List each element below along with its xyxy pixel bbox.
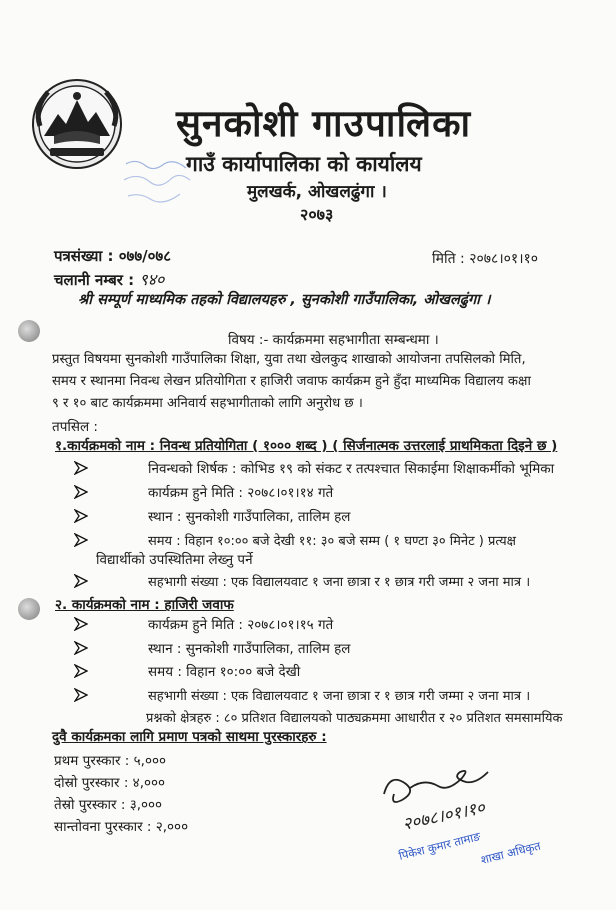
prize-item: प्रथम पुरस्कार : ५,०००: [54, 753, 167, 769]
program2-item: कार्यक्रम हुने मिति : २०७८।०१।१५ गते: [148, 617, 334, 633]
arrow-bullet-icon: [74, 533, 88, 547]
body-paragraph: [52, 349, 568, 415]
paragraph-line: प्रस्तुत विषयमा सुनकोशी गाउँपालिका शिक्षा, युवा तथा खेलकुद शाखाको आयोजना तपसिलको मिति,: [52, 352, 526, 367]
program1-item: निवन्धको शिर्षक : कोभिड १९ को संकट र तत्पश्चात सिकाईमा शिक्षाकर्मीको भूमिका: [148, 461, 555, 477]
letter-date: मिति : २०७८।०१।१०: [432, 251, 539, 267]
arrow-bullet-icon: [74, 461, 88, 475]
prizes-heading: दुवै कार्यक्रमका लागि प्रमाण पत्रको साथमा पुरस्कारहरु :: [52, 729, 327, 745]
arrow-bullet-icon: [74, 485, 88, 499]
program1-item: स्थान : सुनकोशी गाउँपालिका, तालिम हल: [148, 509, 351, 525]
prize-item: तेस्रो पुरस्कार : ३,०००: [54, 797, 163, 813]
prize-item: सान्तोवना पुरस्कार : २,०००: [54, 819, 189, 835]
faint-stamp-mark: [118, 150, 196, 210]
signature-stamp: [370, 752, 590, 872]
program2-item: स्थान : सुनकोशी गाउँपालिका, तालिम हल: [148, 641, 351, 657]
program1-item: सहभागी संख्या : एक विद्यालयवाट १ जना छात्रा र १ छात्र गरी जम्मा २ जना मात्र ।: [148, 575, 531, 590]
arrow-bullet-icon: [74, 574, 88, 588]
program2-note: प्रश्नको क्षेत्रहरु : ८० प्रतिशत विद्यालयको पाठ्यक्रममा आधारीत र २० प्रतिशत समसामयिक: [146, 711, 563, 726]
dispatch-value: ९४०: [139, 270, 165, 289]
program2-heading: २. कार्यक्रमको नाम : हाजिरी जवाफ: [55, 597, 234, 613]
stamp-title: शाखा अधिकृत: [479, 838, 542, 867]
arrow-bullet-icon: [74, 509, 88, 523]
arrow-bullet-icon: [74, 664, 88, 678]
arrow-bullet-icon: [74, 641, 88, 655]
program1-item: कार्यक्रम हुने मिति : २०७८।०१।१४ गते: [148, 485, 334, 501]
dispatch-label: चलानी नम्बर :: [54, 271, 135, 289]
government-emblem-icon: [30, 78, 124, 170]
subject-line: विषय :- कार्यक्रममा सहभागीता सम्बन्धमा ।: [228, 332, 439, 348]
punch-hole: [18, 320, 40, 342]
details-heading: तपसिल :: [52, 419, 98, 435]
program1-heading: १.कार्यक्रमको नाम : निवन्ध प्रतियोगिता ( १००० शब्द ) ( सिर्जनात्मक उत्तरलाई प्राथमिकता दिइने छ ): [55, 438, 558, 454]
arrow-bullet-icon: [74, 617, 88, 631]
program2-item: समय : विहान १०:०० बजे देखी: [148, 664, 301, 680]
paragraph-line: ९ र १० बाट कार्यक्रममा अनिवार्य सहभागीताको लागि अनुरोध छ ।: [52, 396, 363, 411]
reference-number: पत्रसंख्या : ०७७/०७८: [54, 247, 172, 265]
handwritten-date: २०७८।०१।१०: [400, 797, 487, 835]
recipient-line: श्री सम्पूर्ण माध्यमिक तहको विद्यालयहरु , सुनकोशी गाउँपालिका, ओखलढुंगा ।: [78, 292, 491, 308]
established-year: २०७३: [300, 205, 334, 224]
paragraph-line: समय र स्थानमा निवन्ध लेखन प्रतियोगिता र हाजिरी जवाफ कार्यक्रम हुने हुँदा माध्यमिक विद्यालय कक्षा: [52, 374, 531, 389]
program2-item: सहभागी संख्या : एक विद्यालयवाट १ जना छात्रा र १ छात्र गरी जम्मा २ जना मात्र ।: [148, 689, 531, 704]
organization-name: सुनकोशी गाउपालिका: [176, 102, 472, 145]
dispatch-number: [54, 268, 164, 290]
prize-item: दोस्रो पुरस्कार : ४,०००: [54, 775, 166, 791]
office-address: मुलखर्क, ओखलढुंगा ।: [247, 182, 387, 202]
handwritten-signature: [384, 771, 488, 802]
office-name: गाउँ कार्यापालिका को कार्यालय: [186, 152, 422, 176]
program1-item-continuation: विद्यार्थीको उपस्थितिमा लेख्नु पर्ने: [96, 552, 253, 568]
program1-item: समय : विहान १०:०० बजे देखी ११: ३० बजे सम्म ( १ घण्टा ३० मिनेट ) प्रत्यक्ष: [148, 534, 517, 549]
arrow-bullet-icon: [74, 688, 88, 702]
stamp-name: पिकेश कुमार तामाङ: [397, 829, 482, 863]
punch-hole: [18, 598, 40, 620]
